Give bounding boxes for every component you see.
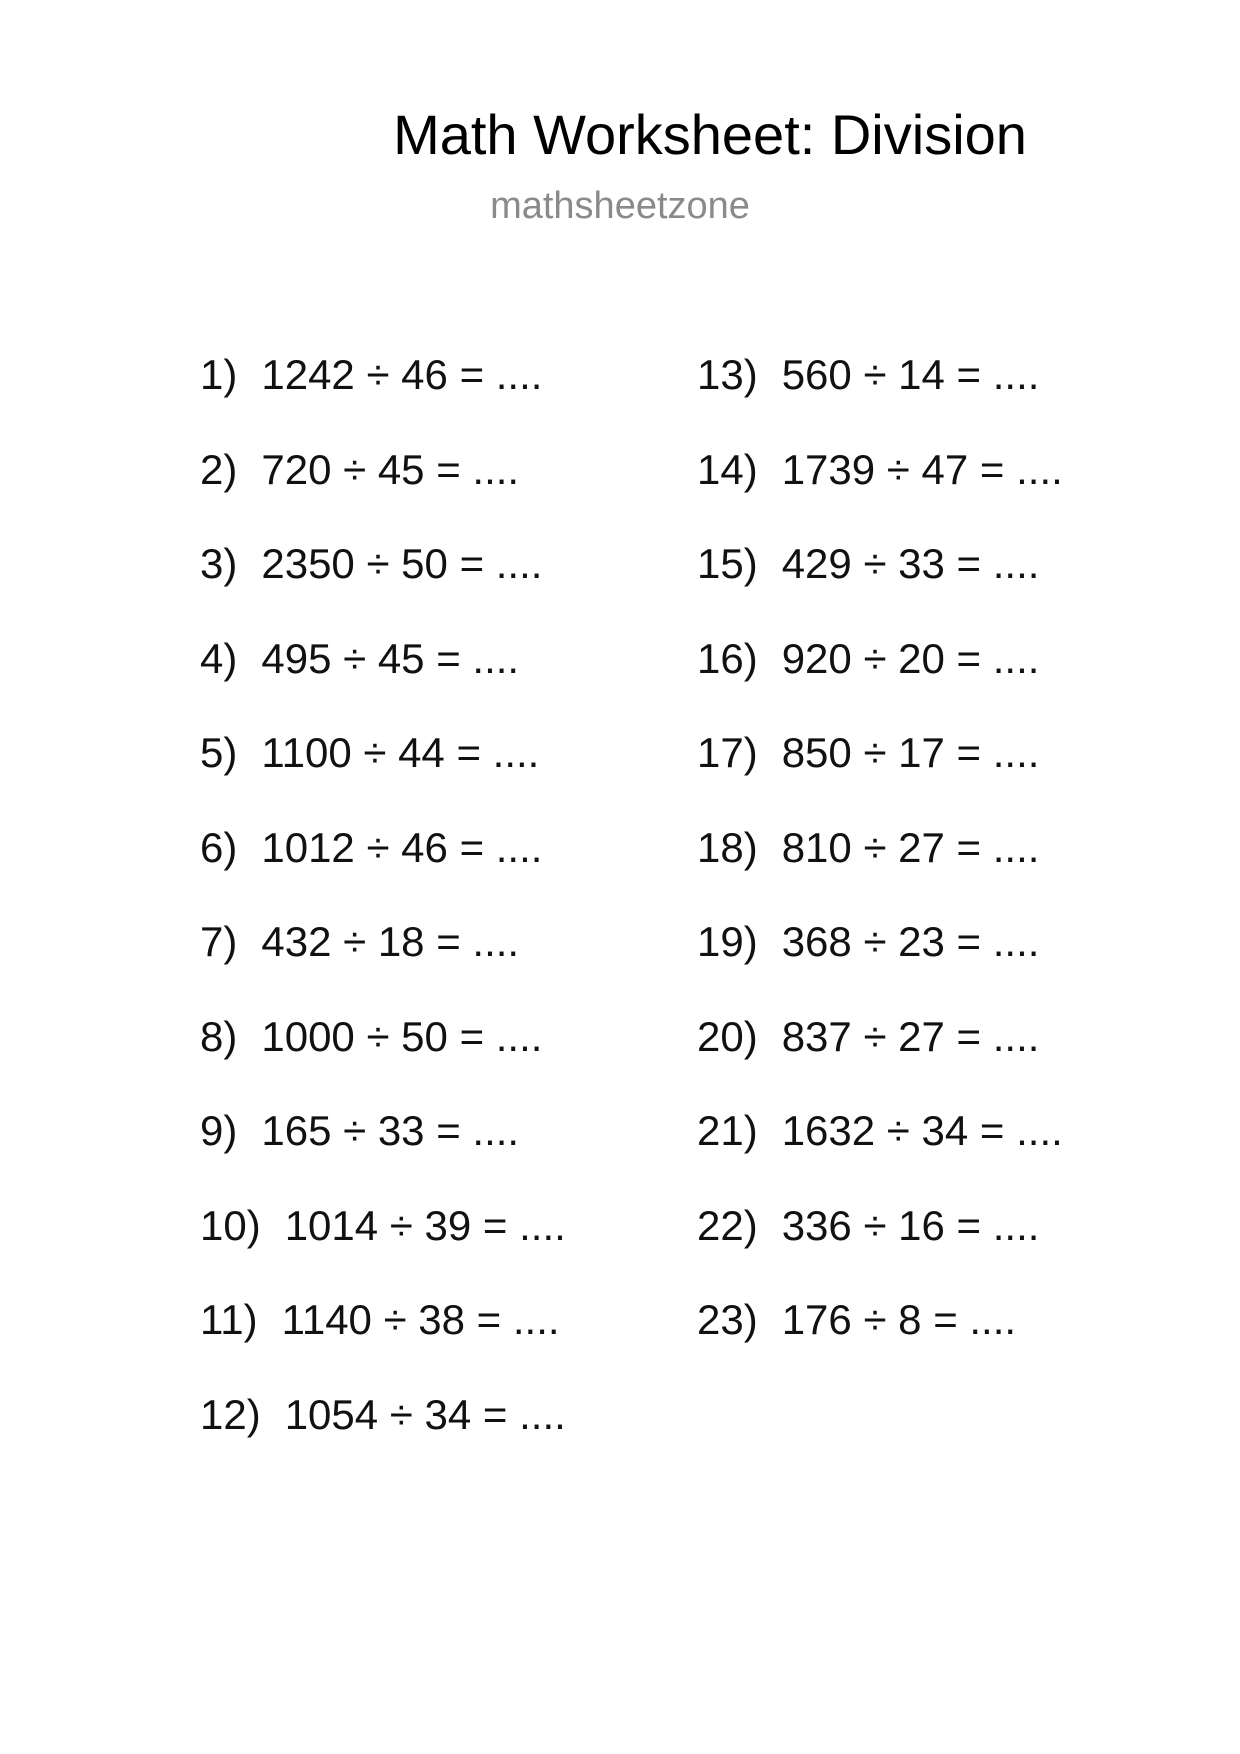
problem-expression: 920 ÷ 20 = .... (781, 635, 1040, 682)
problem-number: 19) (697, 918, 758, 965)
problem-expression: 336 ÷ 16 = .... (781, 1202, 1040, 1249)
problem-number: 4) (200, 635, 238, 682)
problem-item (697, 917, 1039, 967)
problem-expression: 720 ÷ 45 = .... (261, 446, 520, 493)
problem-item (200, 728, 539, 778)
problem-item (200, 350, 542, 400)
problem-number: 6) (200, 824, 238, 871)
problem-number: 8) (200, 1013, 238, 1060)
problem-number: 12) (200, 1391, 261, 1438)
problem-expression: 850 ÷ 17 = .... (781, 729, 1040, 776)
problem-number: 22) (697, 1202, 758, 1249)
problem-expression: 1012 ÷ 46 = .... (261, 824, 543, 871)
problem-number: 11) (200, 1296, 258, 1343)
problem-expression: 560 ÷ 14 = .... (781, 351, 1040, 398)
problem-number: 9) (200, 1107, 238, 1154)
problem-expression: 1242 ÷ 46 = .... (261, 351, 543, 398)
problem-item (697, 823, 1039, 873)
problem-expression: 432 ÷ 18 = .... (261, 918, 520, 965)
problem-number: 2) (200, 446, 238, 493)
problem-expression: 1632 ÷ 34 = .... (781, 1107, 1063, 1154)
problem-item (697, 350, 1039, 400)
problem-number: 1) (200, 351, 238, 398)
problem-item (697, 1012, 1039, 1062)
problem-number: 13) (697, 351, 758, 398)
problem-number: 15) (697, 540, 758, 587)
problem-expression: 1000 ÷ 50 = .... (261, 1013, 543, 1060)
problem-number: 16) (697, 635, 758, 682)
problem-item (697, 728, 1039, 778)
problem-number: 7) (200, 918, 238, 965)
problem-expression: 495 ÷ 45 = .... (261, 635, 520, 682)
problem-expression: 368 ÷ 23 = .... (781, 918, 1040, 965)
problem-item (697, 539, 1039, 589)
problem-expression: 1140 ÷ 38 = .... (281, 1296, 560, 1343)
problem-expression: 176 ÷ 8 = .... (781, 1296, 1017, 1343)
problem-item (697, 634, 1039, 684)
problem-number: 21) (697, 1107, 758, 1154)
problem-item (697, 445, 1063, 495)
problem-expression: 2350 ÷ 50 = .... (261, 540, 543, 587)
problem-number: 3) (200, 540, 238, 587)
problem-expression: 1739 ÷ 47 = .... (781, 446, 1063, 493)
page-subtitle: mathsheetzone (490, 185, 750, 227)
problem-number: 17) (697, 729, 758, 776)
problem-expression: 165 ÷ 33 = .... (261, 1107, 520, 1154)
problem-expression: 837 ÷ 27 = .... (781, 1013, 1040, 1060)
problem-item (200, 1295, 560, 1345)
problem-number: 5) (200, 729, 238, 776)
problem-item (697, 1106, 1063, 1156)
problem-number: 14) (697, 446, 758, 493)
problem-item (200, 539, 542, 589)
problem-number: 23) (697, 1296, 758, 1343)
problem-item (200, 823, 542, 873)
problem-item (697, 1201, 1039, 1251)
problem-expression: 1054 ÷ 34 = .... (284, 1391, 566, 1438)
problem-number: 20) (697, 1013, 758, 1060)
problem-expression: 1100 ÷ 44 = .... (261, 729, 540, 776)
problem-item (200, 917, 519, 967)
problem-expression: 810 ÷ 27 = .... (781, 824, 1040, 871)
problem-item (200, 1106, 519, 1156)
problem-expression: 1014 ÷ 39 = .... (284, 1202, 566, 1249)
problem-expression: 429 ÷ 33 = .... (781, 540, 1040, 587)
problem-number: 18) (697, 824, 758, 871)
problem-item (200, 1201, 566, 1251)
problem-number: 10) (200, 1202, 261, 1249)
page-title: Math Worksheet: Division (393, 103, 1027, 166)
problem-item (200, 634, 519, 684)
problem-item (200, 445, 519, 495)
problem-item (697, 1295, 1016, 1345)
problem-item (200, 1390, 566, 1440)
problem-item (200, 1012, 542, 1062)
